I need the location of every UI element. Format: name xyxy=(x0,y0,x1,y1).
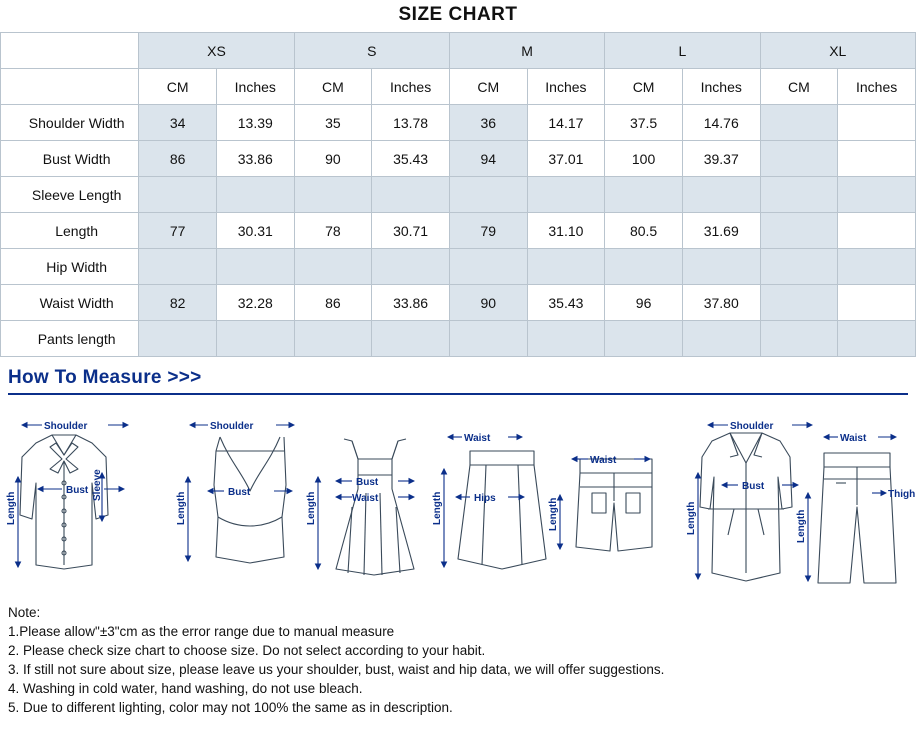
cell-length-xs-in: 30.31 xyxy=(216,213,294,249)
cell-bust-xl-cm xyxy=(760,141,838,177)
label-length: Length xyxy=(548,497,559,531)
cell-bust-s-cm: 90 xyxy=(294,141,372,177)
row-label-bust-width: Bust Width xyxy=(1,141,139,177)
cell-waist-xl-in xyxy=(838,285,916,321)
cell-length-xl-cm xyxy=(760,213,838,249)
measurement-diagrams-svg xyxy=(0,397,916,597)
cell-waist-m-cm: 90 xyxy=(449,285,527,321)
unit-corner-cell xyxy=(1,69,139,105)
note-line-1: 1.Please allow"±3"cm as the error range due to manual measure xyxy=(8,624,395,639)
cell-shoulder-xl-cm xyxy=(760,105,838,141)
label-waist: Waist xyxy=(352,493,379,504)
cell-pants-xs-in xyxy=(216,321,294,357)
label-length: Length xyxy=(176,491,187,525)
label-shoulder: Shoulder xyxy=(44,421,88,432)
unit-header-l-cm: CM xyxy=(605,69,683,105)
label-shoulder: Shoulder xyxy=(730,421,774,432)
row-label-waist-width: Waist Width xyxy=(1,285,139,321)
cell-bust-s-in: 35.43 xyxy=(372,141,450,177)
cell-shoulder-m-cm: 36 xyxy=(449,105,527,141)
size-header-l: L xyxy=(605,33,760,69)
cell-bust-xs-cm: 86 xyxy=(139,141,217,177)
size-header-xs: XS xyxy=(139,33,294,69)
cell-shoulder-xs-cm: 34 xyxy=(139,105,217,141)
cell-length-xl-in xyxy=(838,213,916,249)
notes-section xyxy=(0,597,916,717)
label-length: Length xyxy=(432,491,443,525)
label-hips: Hips xyxy=(474,493,496,504)
label-waist: Waist xyxy=(464,433,491,444)
label-bust: Bust xyxy=(66,485,89,496)
label-bust: Bust xyxy=(742,481,765,492)
unit-header-xs-in: Inches xyxy=(216,69,294,105)
page-title: SIZE CHART xyxy=(398,4,518,25)
size-header-m: M xyxy=(449,33,604,69)
cell-bust-m-in: 37.01 xyxy=(527,141,605,177)
cell-sleeve-s-in xyxy=(372,177,450,213)
cell-hip-xl-in xyxy=(838,249,916,285)
cell-shoulder-xs-in: 13.39 xyxy=(216,105,294,141)
how-to-measure-section xyxy=(0,357,916,389)
cell-sleeve-s-cm xyxy=(294,177,372,213)
cell-bust-xl-in xyxy=(838,141,916,177)
cell-waist-xs-cm: 82 xyxy=(139,285,217,321)
figure-skirt xyxy=(458,451,546,569)
table-row xyxy=(1,285,916,321)
table-row xyxy=(1,105,916,141)
cell-length-s-cm: 78 xyxy=(294,213,372,249)
measurement-figures xyxy=(0,397,916,597)
cell-length-m-cm: 79 xyxy=(449,213,527,249)
unit-header-xs-cm: CM xyxy=(139,69,217,105)
cell-sleeve-l-cm xyxy=(605,177,683,213)
cell-waist-s-in: 33.86 xyxy=(372,285,450,321)
cell-shoulder-s-cm: 35 xyxy=(294,105,372,141)
how-to-measure-divider xyxy=(8,393,908,395)
label-bust: Bust xyxy=(356,477,379,488)
cell-sleeve-xl-in xyxy=(838,177,916,213)
cell-length-l-in: 31.69 xyxy=(682,213,760,249)
cell-hip-xl-cm xyxy=(760,249,838,285)
cell-bust-l-in: 39.37 xyxy=(682,141,760,177)
table-row xyxy=(1,213,916,249)
unit-header-m-cm: CM xyxy=(449,69,527,105)
table-row xyxy=(1,141,916,177)
label-length: Length xyxy=(686,501,697,535)
cell-shoulder-m-in: 14.17 xyxy=(527,105,605,141)
label-length: Length xyxy=(306,491,317,525)
row-label-shoulder-width: Shoulder Width xyxy=(1,105,139,141)
cell-hip-s-cm xyxy=(294,249,372,285)
notes-heading: Note: xyxy=(8,605,41,620)
table-corner-cell xyxy=(1,33,139,69)
size-chart-table xyxy=(0,32,916,357)
cell-sleeve-xl-cm xyxy=(760,177,838,213)
note-line-4: 4. Washing in cold water, hand washing, do not use bleach. xyxy=(8,681,363,696)
cell-length-l-cm: 80.5 xyxy=(605,213,683,249)
cell-hip-s-in xyxy=(372,249,450,285)
label-bust: Bust xyxy=(228,487,251,498)
figure-blouse xyxy=(20,435,108,569)
cell-waist-m-in: 35.43 xyxy=(527,285,605,321)
cell-pants-l-in xyxy=(682,321,760,357)
note-line-2: 2. Please check size chart to choose size. Do not select according to your habit. xyxy=(8,643,486,658)
row-label-sleeve-length: Sleeve Length xyxy=(1,177,139,213)
cell-hip-m-cm xyxy=(449,249,527,285)
cell-length-xs-cm: 77 xyxy=(139,213,217,249)
label-shoulder: Shoulder xyxy=(210,421,254,432)
label-waist: Waist xyxy=(590,455,617,466)
cell-bust-l-cm: 100 xyxy=(605,141,683,177)
label-thigh: Thigh xyxy=(888,489,916,500)
cell-shoulder-s-in: 13.78 xyxy=(372,105,450,141)
cell-sleeve-m-cm xyxy=(449,177,527,213)
cell-hip-l-cm xyxy=(605,249,683,285)
note-line-3: 3. If still not sure about size, please leave us your shoulder, bust, waist and hip data, we will offer suggestions. xyxy=(8,662,665,677)
unit-header-m-in: Inches xyxy=(527,69,605,105)
unit-header-s-in: Inches xyxy=(372,69,450,105)
cell-hip-m-in xyxy=(527,249,605,285)
cell-sleeve-xs-in xyxy=(216,177,294,213)
cell-pants-m-in xyxy=(527,321,605,357)
cell-shoulder-l-in: 14.76 xyxy=(682,105,760,141)
how-to-measure-heading: How To Measure >>> xyxy=(8,367,202,388)
table-header-sizes xyxy=(1,33,916,69)
row-label-pants-length: Pants length xyxy=(1,321,139,357)
cell-hip-xs-in xyxy=(216,249,294,285)
size-header-s: S xyxy=(294,33,449,69)
cell-hip-xs-cm xyxy=(139,249,217,285)
table-row xyxy=(1,321,916,357)
figure-tank-top xyxy=(214,437,286,563)
cell-pants-xl-cm xyxy=(760,321,838,357)
cell-waist-l-in: 37.80 xyxy=(682,285,760,321)
cell-shoulder-xl-in xyxy=(838,105,916,141)
label-length: Length xyxy=(796,509,807,543)
cell-pants-s-in xyxy=(372,321,450,357)
cell-waist-xl-cm xyxy=(760,285,838,321)
label-waist: Waist xyxy=(840,433,867,444)
cell-waist-s-cm: 86 xyxy=(294,285,372,321)
size-header-xl: XL xyxy=(760,33,915,69)
figure-trench-coat xyxy=(700,433,792,581)
cell-length-m-in: 31.10 xyxy=(527,213,605,249)
table-header-units xyxy=(1,69,916,105)
cell-bust-xs-in: 33.86 xyxy=(216,141,294,177)
row-label-length: Length xyxy=(1,213,139,249)
figure-pinafore-dress xyxy=(336,439,414,575)
cell-pants-xs-cm xyxy=(139,321,217,357)
row-label-hip-width: Hip Width xyxy=(1,249,139,285)
cell-length-s-in: 30.71 xyxy=(372,213,450,249)
cell-sleeve-m-in xyxy=(527,177,605,213)
note-line-5: 5. Due to different lighting, color may not 100% the same as in description. xyxy=(8,700,453,715)
unit-header-xl-cm: CM xyxy=(760,69,838,105)
unit-header-xl-in: Inches xyxy=(838,69,916,105)
unit-header-s-cm: CM xyxy=(294,69,372,105)
cell-sleeve-l-in xyxy=(682,177,760,213)
cell-bust-m-cm: 94 xyxy=(449,141,527,177)
figure-trousers xyxy=(818,453,896,583)
cell-pants-m-cm xyxy=(449,321,527,357)
table-row xyxy=(1,177,916,213)
cell-waist-l-cm: 96 xyxy=(605,285,683,321)
label-sleeve: Sleeve xyxy=(92,469,103,501)
table-row xyxy=(1,249,916,285)
cell-pants-l-cm xyxy=(605,321,683,357)
figure-shorts xyxy=(576,459,652,551)
cell-sleeve-xs-cm xyxy=(139,177,217,213)
cell-shoulder-l-cm: 37.5 xyxy=(605,105,683,141)
label-length: Length xyxy=(6,491,17,525)
cell-hip-l-in xyxy=(682,249,760,285)
unit-header-l-in: Inches xyxy=(682,69,760,105)
cell-waist-xs-in: 32.28 xyxy=(216,285,294,321)
cell-pants-xl-in xyxy=(838,321,916,357)
cell-pants-s-cm xyxy=(294,321,372,357)
